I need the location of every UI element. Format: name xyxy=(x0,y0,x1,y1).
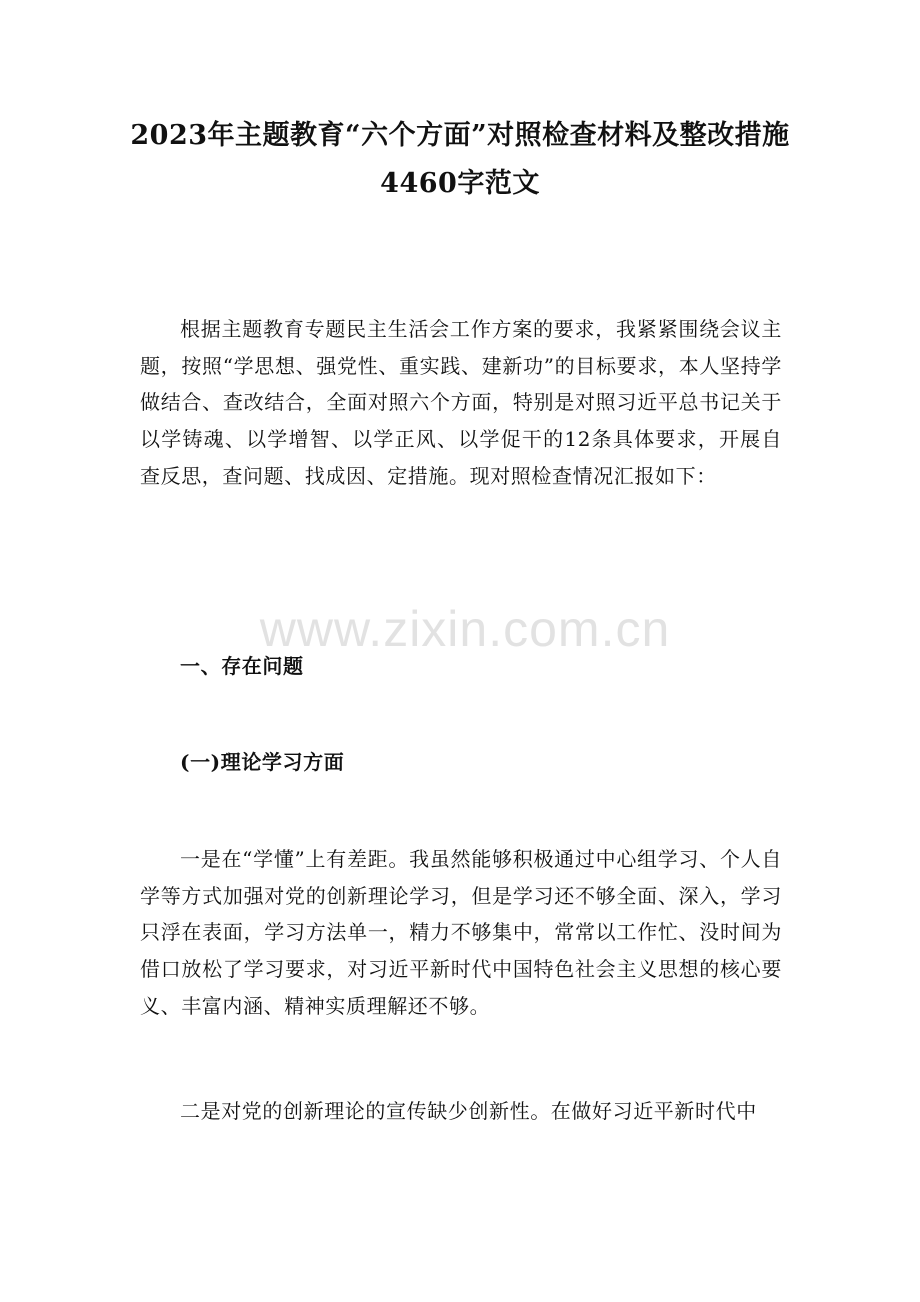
section-heading-problems: 一、存在问题 xyxy=(180,654,304,678)
watermark: www.zixin.com.cn xyxy=(259,601,671,657)
body-paragraph-2: 二是对党的创新理论的宣传缺少创新性。在做好习近平新时代中 xyxy=(180,1099,757,1123)
body-paragraph-1: 一是在“学懂”上有差距。我虽然能够积极通过中心组学习、个人自学等方式加强对党的创新理论学习，但是学习还不够全面、深入，学习只浮在表面，学习方法单一，精力不够集中，常常以工作忙、没时间为借口放松了学习要求，对习近平新时代中国特色社会主义思想的核心要义、丰富内涵、精神实质理解还不够。 xyxy=(140,847,782,1018)
document-title: 2023年主题教育“六个方面”对照检查材料及整改措施4460字范文 xyxy=(130,120,790,199)
subsection-heading-theory-study: (一)理论学习方面 xyxy=(180,750,345,774)
intro-paragraph: 根据主题教育专题民主生活会工作方案的要求，我紧紧围绕会议主题，按照“学思想、强党性、重实践、建新功”的目标要求，本人坚持学做结合、查改结合，全面对照六个方面，特别是对照习近平总书记关于以学铸魂、以学增智、以学正风、以学促干的12条具体要求，开展自查反思，查问题、找成因、定措施。现对照检查情况汇报如下： xyxy=(140,317,782,488)
